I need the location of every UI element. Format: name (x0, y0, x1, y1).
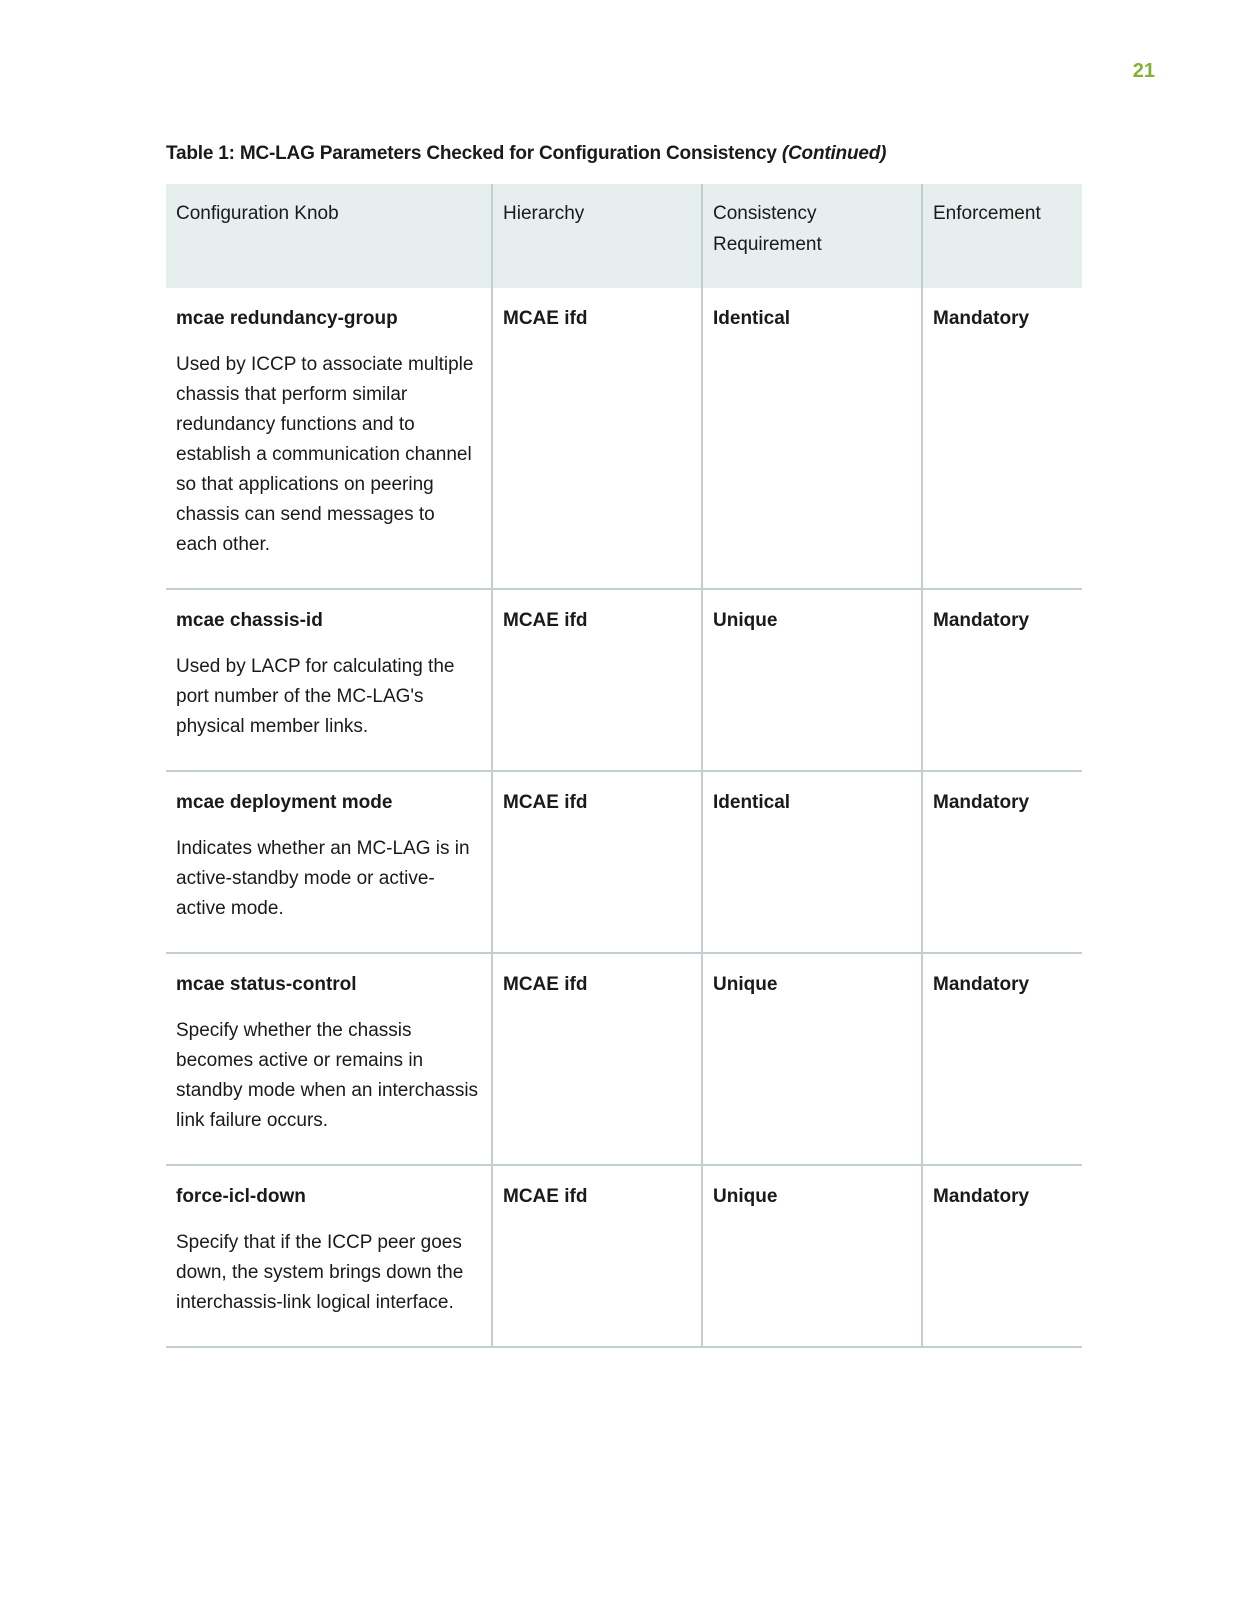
knob-cell (166, 771, 492, 953)
consistency-cell: Identical (702, 771, 922, 953)
knob-name: force-icl-down (176, 1186, 306, 1207)
enforcement-cell: Mandatory (922, 1165, 1082, 1347)
knob-cell (166, 288, 492, 589)
table-row (166, 589, 1082, 771)
header-hierarchy: Hierarchy (492, 184, 702, 288)
hierarchy-cell: MCAE ifd (492, 953, 702, 1165)
knob-cell (166, 953, 492, 1165)
enforcement-cell: Mandatory (922, 771, 1082, 953)
consistency-cell: Unique (702, 589, 922, 771)
knob-description: Indicates whether an MC-LAG is in active-standby mode or active-active mode. (176, 838, 470, 919)
hierarchy-cell: MCAE ifd (492, 288, 702, 589)
header-enforcement: Enforcement (922, 184, 1082, 288)
knob-cell (166, 1165, 492, 1347)
table-row (166, 288, 1082, 589)
header-configuration-knob: Configuration Knob (166, 184, 492, 288)
hierarchy-cell: MCAE ifd (492, 1165, 702, 1347)
table-row (166, 953, 1082, 1165)
table-title-text: Table 1: MC-LAG Parameters Checked for Configuration Consistency (166, 143, 777, 164)
hierarchy-cell: MCAE ifd (492, 771, 702, 953)
enforcement-cell: Mandatory (922, 953, 1082, 1165)
knob-name: mcae deployment mode (176, 792, 393, 813)
knob-name: mcae redundancy-group (176, 308, 398, 329)
consistency-cell: Identical (702, 288, 922, 589)
parameters-table (166, 184, 1082, 1348)
knob-cell (166, 589, 492, 771)
header-row (166, 184, 1082, 288)
knob-description: Specify whether the chassis becomes active or remains in standby mode when an interchassis link failure occurs. (176, 1020, 479, 1131)
table-header (166, 184, 1082, 288)
knob-description: Used by ICCP to associate multiple chassis that perform similar redundancy functions and to establish a communication channel so that applications on peering chassis can send messages to each other. (176, 354, 474, 555)
page-number: 21 (1132, 60, 1155, 82)
enforcement-cell: Mandatory (922, 288, 1082, 589)
header-consistency-requirement: Consistency Requirement (702, 184, 922, 288)
enforcement-cell: Mandatory (922, 589, 1082, 771)
knob-description: Specify that if the ICCP peer goes down, the system brings down the interchassis-link logical interface. (176, 1232, 464, 1313)
knob-description: Used by LACP for calculating the port number of the MC-LAG's physical member links. (176, 656, 455, 737)
table-row (166, 1165, 1082, 1347)
table-body (166, 288, 1082, 1347)
table-title-continued: (Continued) (781, 143, 887, 164)
consistency-cell: Unique (702, 1165, 922, 1347)
table-title (166, 143, 886, 165)
knob-name: mcae chassis-id (176, 610, 323, 631)
consistency-cell: Unique (702, 953, 922, 1165)
knob-name: mcae status-control (176, 974, 357, 995)
hierarchy-cell: MCAE ifd (492, 589, 702, 771)
table-row (166, 771, 1082, 953)
